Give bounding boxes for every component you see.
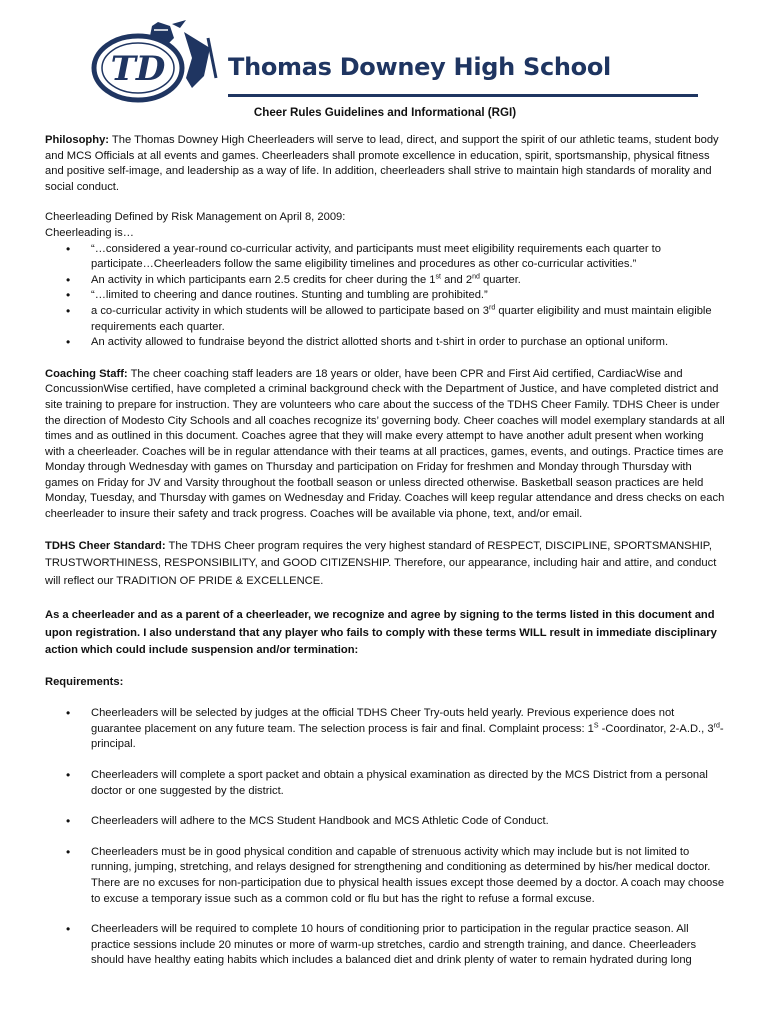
philosophy-text: The Thomas Downey High Cheerleaders will serve to lead, direct, and support the spirit of our athletic teams, student body and MCS Officials at all events and games. Cheerleaders shall promote excellence in education, spirit, sportsmanship, physical fitness and positive self-image, and leadership as a way of life. In addition, cheerleaders shall strive to maintain high standards of morality and social conduct.	[45, 134, 719, 193]
standard-label: TDHS Cheer Standard:	[45, 539, 166, 552]
philosophy-paragraph	[45, 133, 725, 195]
requirements-list	[45, 706, 725, 969]
philosophy-label: Philosophy:	[45, 134, 110, 146]
agreement-paragraph: As a cheerleader and as a parent of a cheerleader, we recognize and agree by signing to the terms listed in this document and upon registration. I also understand that any player who fails to comply with these terms WILL result in immediate disciplinary action which could include suspension and/or termination:	[45, 609, 717, 657]
list-item: • Cheerleaders will complete a sport packet and obtain a physical examination as directed by the MCS District from a personal doctor or one suggested by the district.	[45, 768, 725, 799]
list-item: • Cheerleaders will be selected by judges at the official TDHS Cheer Try-outs held yearly. Previous experience does not guarantee placement on any future team. The selection process is fair and final. Complaint process: $1^S$ -Coordinator, 2-A.D., 3rd-principal.	[45, 706, 725, 753]
list-item: • An activity allowed to fundraise beyond the district allotted shorts and t-shirt in order to purchase an optional uniform.	[45, 335, 725, 351]
coaching-text: The cheer coaching staff leaders are 18 years or older, have been CPR and First Aid certified, CardiacWise and ConcussionWise certified, have completed a criminal background check with the Department of Justice, and have completed district and site training to prepare for instruction. They are volunteers who care about the success of the TDHS Cheer Family. TDHS Cheer is under the direction of Modesto City Schools and all coaches recognize its’ governing body. Cheer coaches will model exemplary standards at all times and as outlined in this document. Coaches agree that they will make every attempt to have another adult present when working with a cheerleader. Coaches will be in regular attendance with their teams at all practices, games, events, and outings. Practice times are Monday through Wednesday with games on Thursday and participation on Friday for freshmen and Monday through Thursday with games on Friday for JV and Varsity throughout the football season or unless directed otherwise. Basketball season practices are held Monday, Tuesday, and Thursday with games on Wednesday and Friday. Coaches will keep regular attendance and dress checks on each cheerleader to insure their safety and track progress. Coaches will be available via phone, text, and/or email.	[45, 367, 725, 521]
standard-paragraph	[45, 538, 725, 591]
list-item: • Cheerleaders must be in good physical condition and capable of strenuous activity which may include but is not limited to running, jumping, stretching, and relays designed for strengthening and conditioning as determined by his/her medical doctor. There are no excuses for non-participation due to physical health issues except those deemed by a doctor. A coach may choose to excuse a temporary issue such as a common cold or flu but has the right to refuse a formal excuse.	[45, 845, 725, 907]
document-body	[45, 133, 725, 969]
definition-intro: Cheerleading Defined by Risk Management on April 8, 2009:	[45, 211, 346, 224]
list-item: • Cheerleaders will be required to complete 10 hours of conditioning prior to participation in the regular practice season. All practice sessions include 20 minutes or more of warm-up stretches, cardio and strength training, and dance. Cheerleaders should have healthy eating habits which includes a balanced diet and drink plenty of water to remain hydrated during long	[45, 922, 725, 969]
definition-lead: Cheerleading is…	[45, 226, 134, 239]
standard-text: The TDHS Cheer program requires the very highest standard of RESPECT, DISCIPLINE, SPORTSMANSHIP, TRUSTWORTHINESS, RESPONSIBILITY, and GOOD CITIZENSHIP. Therefore, our appearance, including hair and attire, and conduct will reflect our TRADITION OF PRIDE & EXCELLENCE.	[45, 539, 717, 587]
list-item: • “…considered a year-round co-curricular activity, and participants must meet eligibility requirements each quarter to participate…Cheerleaders follow the same eligibility timelines and procedures as other co-curricular activities.”	[45, 242, 725, 273]
letterhead	[88, 18, 688, 108]
school-logo	[88, 18, 228, 108]
school-name: Thomas Downey High School	[228, 53, 611, 81]
list-item: • An activity in which participants earn 2.5 credits for cheer during the 1st and 2nd quarter.	[45, 273, 725, 289]
definition-list	[45, 242, 725, 351]
list-item: • Cheerleaders will adhere to the MCS Student Handbook and MCS Athletic Code of Conduct.	[45, 814, 725, 830]
list-item: • a co-curricular activity in which students will be allowed to participate based on 3rd quarter eligibility and must maintain eligible requirements each quarter.	[45, 304, 725, 335]
logo-lettering: TD	[110, 49, 166, 89]
header-rule	[228, 94, 698, 97]
coaching-label: Coaching Staff:	[45, 367, 128, 380]
requirements-heading: Requirements:	[45, 675, 124, 688]
document-title: Cheer Rules Guidelines and Informational (RGI)	[253, 106, 517, 119]
coaching-paragraph	[45, 367, 725, 523]
list-item: • “…limited to cheering and dance routines. Stunting and tumbling are prohibited.”	[45, 288, 725, 304]
